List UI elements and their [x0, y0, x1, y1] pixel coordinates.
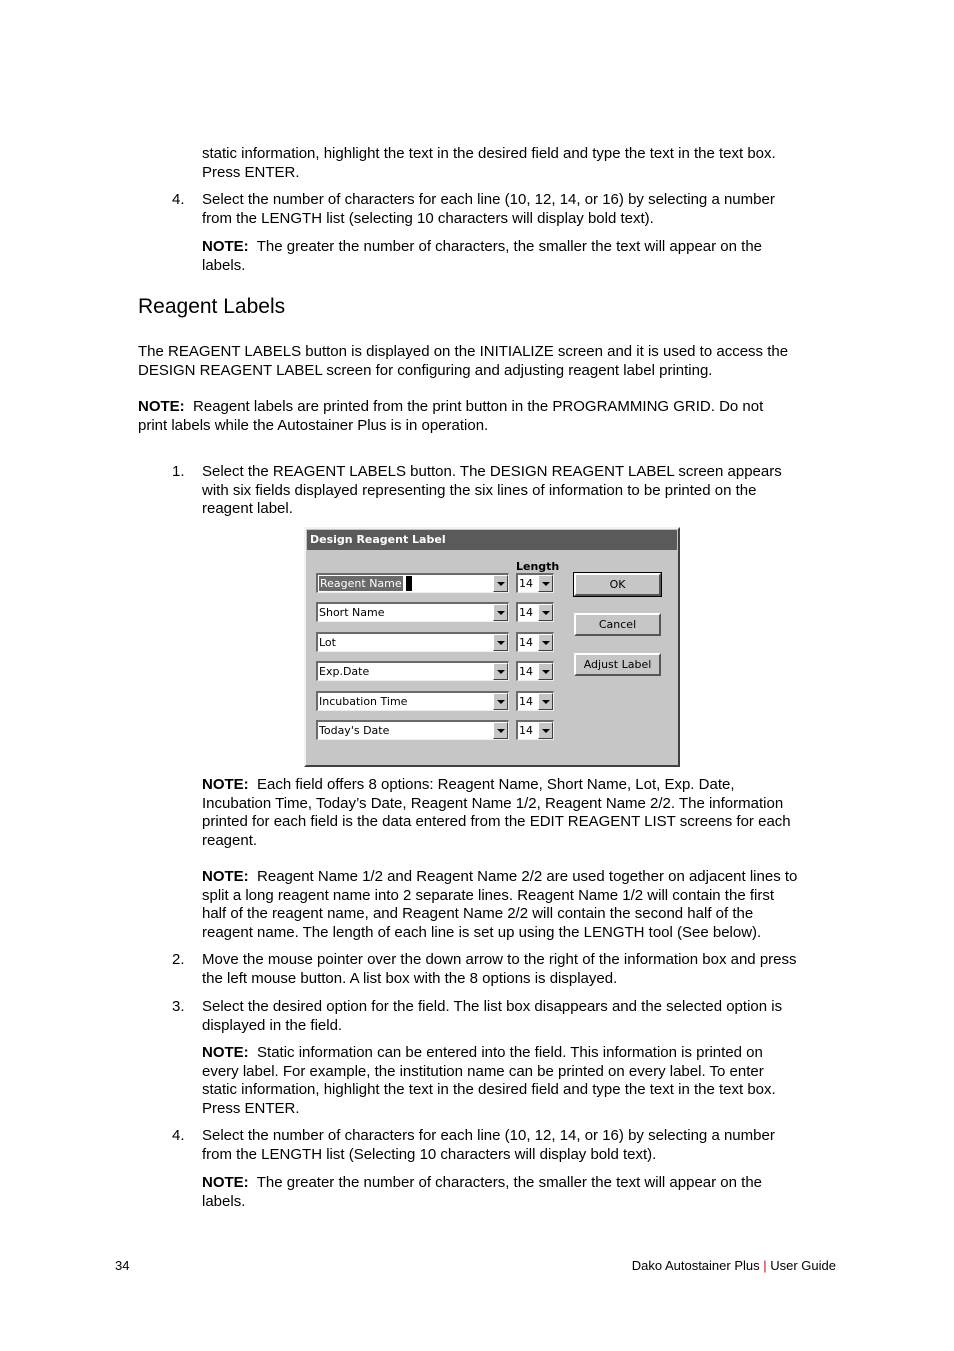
text-line: from the LENGTH list (selecting 10 characters will display bold text).	[202, 209, 654, 227]
text-line: static information, highlight the text in the desired field and type the text in the text box.	[202, 145, 776, 162]
text-line: Incubation Time, Today’s Date, Reagent Name 1/2, Reagent Name 2/2. The information	[202, 794, 784, 812]
note-label: NOTE:	[202, 238, 249, 255]
note-block	[202, 1174, 842, 1211]
length-header: Length	[516, 560, 560, 573]
text-line: with six fields displayed representing the six lines of information to be printed on the	[202, 481, 757, 499]
step-number: 3.	[172, 998, 185, 1015]
note-label: NOTE:	[202, 1174, 249, 1191]
step-number: 4.	[172, 191, 185, 208]
length-combo-5[interactable]	[516, 691, 554, 711]
footer-title	[632, 1258, 836, 1274]
length-combo-1[interactable]	[516, 573, 554, 593]
field-value: Today's Date	[319, 724, 390, 737]
product-name: Dako Autostainer Plus	[631, 1258, 760, 1273]
step-number: 4.	[172, 1127, 185, 1144]
field-value: Short Name	[319, 606, 385, 619]
field-combo-2[interactable]	[316, 602, 509, 622]
field-combo-5[interactable]	[316, 691, 509, 711]
text-line: DESIGN REAGENT LABEL screen for configuring and adjusting reagent label printing.	[138, 361, 713, 379]
dropdown-arrow-icon[interactable]	[493, 663, 508, 680]
text-line: reagent.	[202, 831, 258, 849]
note-label: NOTE:	[202, 1044, 249, 1061]
length-value: 14	[519, 665, 533, 678]
field-combo-3[interactable]	[316, 632, 509, 652]
intro-paragraph	[138, 343, 842, 380]
dropdown-arrow-icon[interactable]	[493, 575, 508, 592]
text-line: reagent label.	[202, 500, 293, 517]
note-block	[202, 868, 842, 942]
field-value: Incubation Time	[319, 695, 408, 708]
text-line: The REAGENT LABELS button is displayed on the INITIALIZE screen and it is used to access the	[138, 343, 789, 360]
length-combo-4[interactable]	[516, 661, 554, 681]
text-line: Press ENTER.	[202, 163, 300, 181]
note-block	[202, 776, 842, 850]
step-number: 1.	[172, 463, 185, 480]
length-value: 14	[519, 636, 533, 649]
field-combo-6[interactable]	[316, 720, 509, 740]
dropdown-arrow-icon[interactable]	[538, 634, 553, 651]
dialog-title: Design Reagent Label	[307, 530, 677, 550]
dropdown-arrow-icon[interactable]	[538, 575, 553, 592]
document-name: User Guide	[770, 1258, 836, 1273]
length-combo-6[interactable]	[516, 720, 554, 740]
dropdown-arrow-icon[interactable]	[493, 693, 508, 710]
dropdown-arrow-icon[interactable]	[493, 634, 508, 651]
text-line: reagent name. The length of each line is set up using the LENGTH tool (See below).	[202, 923, 762, 941]
step-number: 2.	[172, 951, 185, 968]
paragraph-continued	[202, 145, 842, 182]
adjust-label-button[interactable]: Adjust Label	[574, 653, 661, 676]
field-value: Exp.Date	[319, 665, 370, 678]
length-value: 14	[519, 606, 533, 619]
field-value: Reagent Name	[320, 577, 402, 590]
text-line: displayed in the field.	[202, 1016, 343, 1034]
dropdown-arrow-icon[interactable]	[493, 722, 508, 739]
text-line: Select the number of characters for each line (10, 12, 14, or 16) by selecting a number	[202, 1127, 775, 1144]
text-line: Reagent Name 1/2 and Reagent Name 2/2 are used together on adjacent lines to	[257, 868, 798, 885]
step-2-text	[202, 951, 842, 988]
text-line: every label. For example, the institution name can be printed on every label. To enter	[202, 1062, 764, 1080]
design-reagent-label-dialog	[304, 527, 680, 767]
text-line: Select the REAGENT LABELS button. The DESIGN REAGENT LABEL screen appears	[202, 463, 782, 480]
dropdown-arrow-icon[interactable]	[538, 604, 553, 621]
text-line: static information, highlight the text in the desired field and type the text in the text box.	[202, 1081, 776, 1098]
text-line: Select the desired option for the field. The list box disappears and the selected option is	[202, 998, 783, 1015]
length-value: 14	[519, 577, 533, 590]
text-line: labels.	[202, 256, 246, 274]
text-line: half of the reagent name, and Reagent Name 2/2 will contain the second half of the	[202, 905, 754, 922]
dropdown-arrow-icon[interactable]	[538, 663, 553, 680]
field-combo-4[interactable]	[316, 661, 509, 681]
text-line: The greater the number of characters, the smaller the text will appear on the	[256, 1174, 763, 1191]
text-cursor	[406, 576, 412, 591]
step-4-text	[202, 191, 842, 228]
step-3-text	[202, 998, 842, 1035]
note-block	[202, 238, 842, 275]
footer-separator: |	[763, 1258, 767, 1273]
text-line: Static information can be entered into the field. This information is printed on	[257, 1044, 763, 1061]
step-1-text	[202, 463, 842, 519]
text-line: from the LENGTH list (Selecting 10 characters will display bold text).	[202, 1145, 657, 1163]
note-label: NOTE:	[202, 868, 249, 885]
page-number: 34	[115, 1258, 130, 1273]
dropdown-arrow-icon[interactable]	[493, 604, 508, 621]
dropdown-arrow-icon[interactable]	[538, 693, 553, 710]
text-line: printed for each field is the data entered from the EDIT REAGENT LIST screens for each	[202, 813, 791, 830]
text-line: Press ENTER.	[202, 1099, 300, 1117]
note-label: NOTE:	[138, 398, 185, 415]
text-line: Each field offers 8 options: Reagent Name, Short Name, Lot, Exp. Date,	[257, 776, 735, 793]
field-value: Lot	[319, 636, 336, 649]
length-combo-2[interactable]	[516, 602, 554, 622]
length-value: 14	[519, 695, 533, 708]
text-line: The greater the number of characters, the smaller the text will appear on the	[256, 238, 763, 255]
ok-button[interactable]: OK	[574, 573, 661, 596]
text-line: labels.	[202, 1192, 246, 1210]
section-heading: Reagent Labels	[138, 295, 286, 318]
length-combo-3[interactable]	[516, 632, 554, 652]
text-line: Reagent labels are printed from the print button in the PROGRAMMING GRID. Do not	[193, 398, 764, 415]
text-line: split a long reagent name into 2 separate lines. Reagent Name 1/2 will contain the first	[202, 886, 774, 904]
field-combo-1[interactable]	[316, 573, 509, 593]
length-value: 14	[519, 724, 533, 737]
note-label: NOTE:	[202, 776, 249, 793]
text-line: print labels while the Autostainer Plus is in operation.	[138, 416, 489, 434]
note-block	[138, 398, 842, 435]
text-line: the left mouse button. A list box with the 8 options is displayed.	[202, 969, 618, 987]
text-line: Select the number of characters for each line (10, 12, 14, or 16) by selecting a number	[202, 191, 775, 208]
cancel-button[interactable]: Cancel	[574, 613, 661, 636]
text-line: Move the mouse pointer over the down arrow to the right of the information box and press	[202, 951, 797, 968]
note-block	[202, 1044, 842, 1118]
dropdown-arrow-icon[interactable]	[538, 722, 553, 739]
step-4-text	[202, 1127, 842, 1164]
